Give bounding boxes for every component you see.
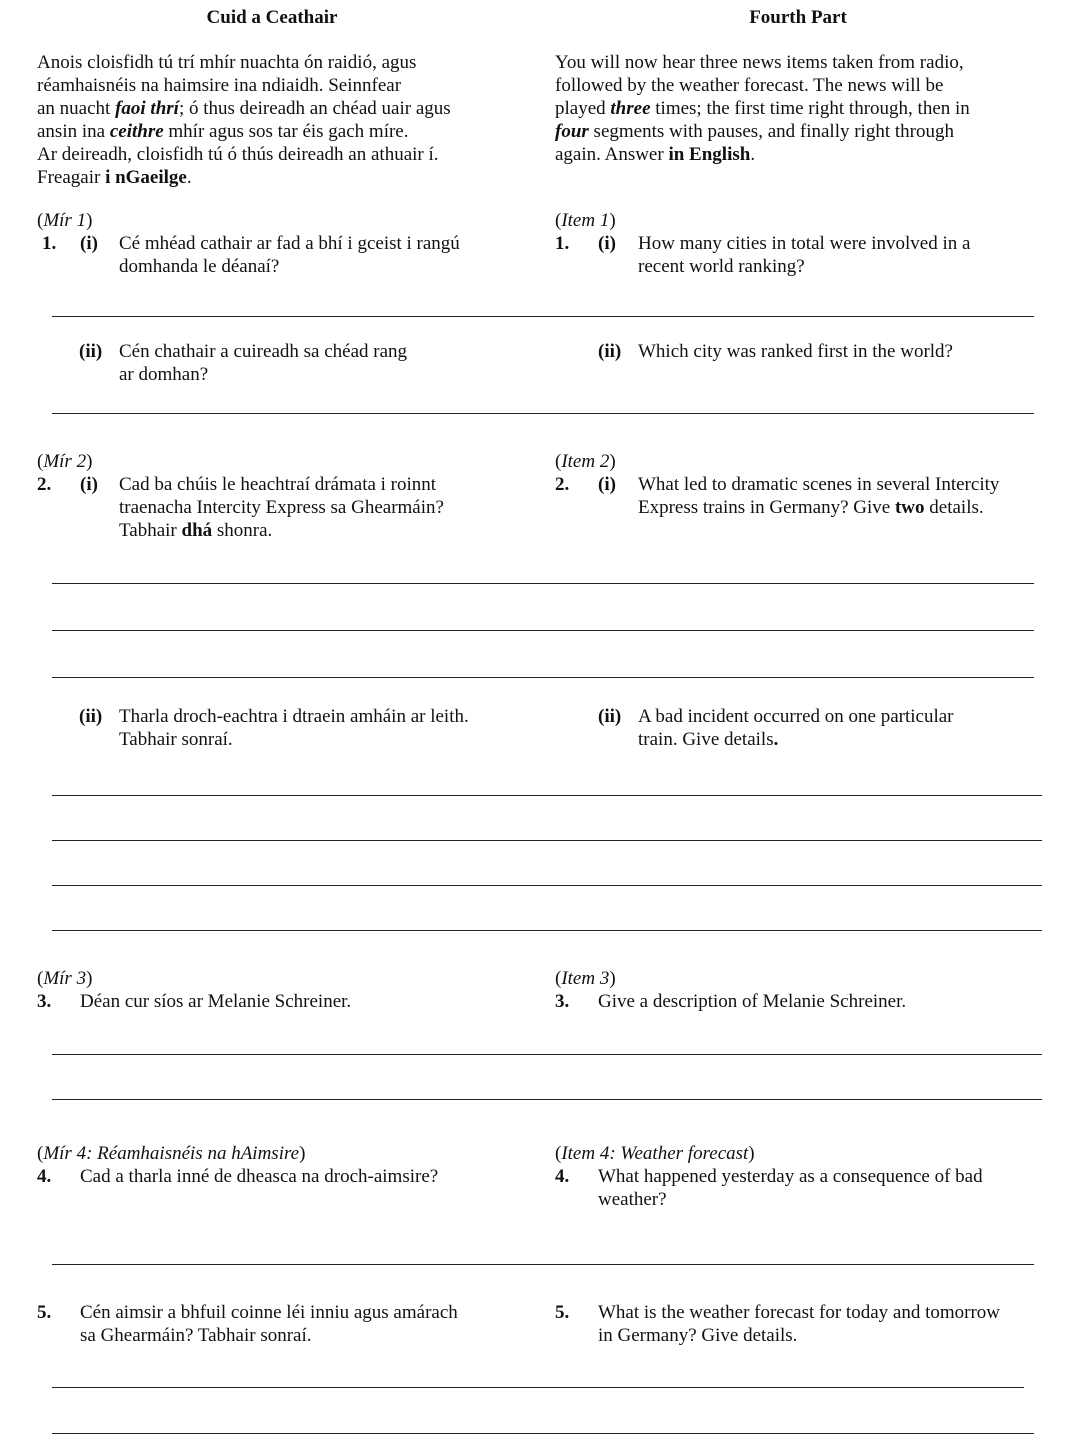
question-number: 1. bbox=[42, 233, 57, 254]
question-sub-label: (ii) bbox=[79, 706, 103, 727]
intro-irish-line: ansin ina ceithre mhír agus sos tar éis gach míre. bbox=[37, 121, 409, 142]
intro-english-line: followed by the weather forecast. The news will be bbox=[555, 75, 944, 96]
item-label-ga-4: (Mír 4: Réamhaisnéis na hAimsire) bbox=[37, 1143, 306, 1164]
question-number: 2. bbox=[555, 474, 570, 495]
question-text-en: Give a description of Melanie Schreiner. bbox=[598, 991, 907, 1012]
question-sub-label: (i) bbox=[80, 233, 98, 254]
answer-line[interactable] bbox=[52, 885, 1042, 886]
question-text-ga: Cé mhéad cathair ar fad a bhí i gceist i rangú domhanda le déanaí? bbox=[119, 233, 460, 277]
intro-irish-line: an nuacht faoi thrí; ó thus deireadh an chéad uair agus bbox=[37, 98, 451, 119]
question-number: 4. bbox=[37, 1166, 52, 1187]
intro-irish-line: Freagair i nGaeilge. bbox=[37, 167, 192, 188]
question-text-ga: Cén aimsir a bhfuil coinne léi inniu agus amárach sa Ghearmáin? Tabhair sonraí. bbox=[80, 1302, 458, 1346]
answer-line[interactable] bbox=[52, 677, 1034, 678]
intro-irish bbox=[37, 51, 507, 189]
intro-english-line: played three times; the first time right through, then in bbox=[555, 98, 970, 119]
left-section-title: Cuid a Ceathair bbox=[206, 7, 338, 28]
answer-line[interactable] bbox=[52, 1387, 1024, 1388]
question-sub-label: (ii) bbox=[79, 341, 103, 362]
question-text-ga: Cad a tharla inné de dheasca na droch-aimsire? bbox=[80, 1166, 439, 1187]
answer-line[interactable] bbox=[52, 1099, 1042, 1100]
intro-irish-line: Anois cloisfidh tú trí mhír nuachta ón raidió, agus bbox=[37, 52, 417, 73]
question-text-ga: Cén chathair a cuireadh sa chéad rang ar domhan? bbox=[119, 341, 408, 385]
item-label-en-1: (Item 1) bbox=[555, 210, 616, 231]
intro-english-line: four segments with pauses, and finally right through bbox=[555, 121, 954, 142]
question-sub-label: (i) bbox=[598, 233, 616, 254]
item-label-en-2: (Item 2) bbox=[555, 451, 616, 472]
answer-line[interactable] bbox=[52, 840, 1042, 841]
intro-english bbox=[555, 51, 1025, 166]
answer-line[interactable] bbox=[52, 316, 1034, 317]
question-number: 2. bbox=[37, 474, 52, 495]
question-number: 5. bbox=[37, 1302, 52, 1323]
question-text-en: A bad incident occurred on one particular train. Give details. bbox=[638, 706, 954, 750]
intro-english-line: You will now hear three news items taken from radio, bbox=[555, 52, 964, 73]
question-text-en: What is the weather forecast for today and tomorrow in Germany? Give details. bbox=[598, 1302, 1001, 1346]
question-sub-label: (ii) bbox=[598, 706, 622, 727]
answer-line[interactable] bbox=[52, 583, 1034, 584]
answer-line[interactable] bbox=[52, 930, 1042, 931]
question-sub-label: (ii) bbox=[598, 341, 622, 362]
question-sub-label: (i) bbox=[80, 474, 98, 495]
answer-line[interactable] bbox=[52, 630, 1034, 631]
question-number: 1. bbox=[555, 233, 570, 254]
intro-irish-line: Ar deireadh, cloisfidh tú ó thús deireadh an athuair í. bbox=[37, 144, 439, 165]
question-sub-label: (i) bbox=[598, 474, 616, 495]
item-label-en-3: (Item 3) bbox=[555, 968, 616, 989]
answer-line[interactable] bbox=[52, 413, 1034, 414]
answer-line[interactable] bbox=[52, 1433, 1034, 1434]
question-text-en: What led to dramatic scenes in several Intercity Express trains in Germany? Give two details. bbox=[638, 474, 1000, 518]
question-number: 3. bbox=[555, 991, 570, 1012]
intro-english-line: again. Answer in English. bbox=[555, 144, 756, 165]
question-text-en: Which city was ranked first in the world? bbox=[638, 341, 953, 362]
question-text-ga: Tharla droch-eachtra i dtraein amháin ar leith. Tabhair sonraí. bbox=[119, 706, 469, 750]
question-text-ga: Cad ba chúis le heachtraí drámata i roinnt traenacha Intercity Express sa Ghearmáin? Tabhair dhá shonra. bbox=[119, 474, 444, 541]
answer-line[interactable] bbox=[52, 795, 1042, 796]
right-section-title: Fourth Part bbox=[749, 7, 847, 28]
question-text-ga: Déan cur síos ar Melanie Schreiner. bbox=[80, 991, 352, 1012]
answer-line[interactable] bbox=[52, 1054, 1042, 1055]
item-label-ga-3: (Mír 3) bbox=[37, 968, 93, 989]
item-label-ga-2: (Mír 2) bbox=[37, 451, 93, 472]
question-number: 3. bbox=[37, 991, 52, 1012]
question-number: 5. bbox=[555, 1302, 570, 1323]
answer-line[interactable] bbox=[52, 1264, 1034, 1265]
item-label-ga-1: (Mír 1) bbox=[37, 210, 93, 231]
intro-irish-line: réamhaisnéis na haimsire ina ndiaidh. Seinnfear bbox=[37, 75, 402, 96]
question-number: 4. bbox=[555, 1166, 570, 1187]
question-text-en: What happened yesterday as a consequence of bad weather? bbox=[598, 1166, 983, 1210]
item-label-en-4: (Item 4: Weather forecast) bbox=[555, 1143, 755, 1164]
question-text-en: How many cities in total were involved in a recent world ranking? bbox=[638, 233, 971, 277]
